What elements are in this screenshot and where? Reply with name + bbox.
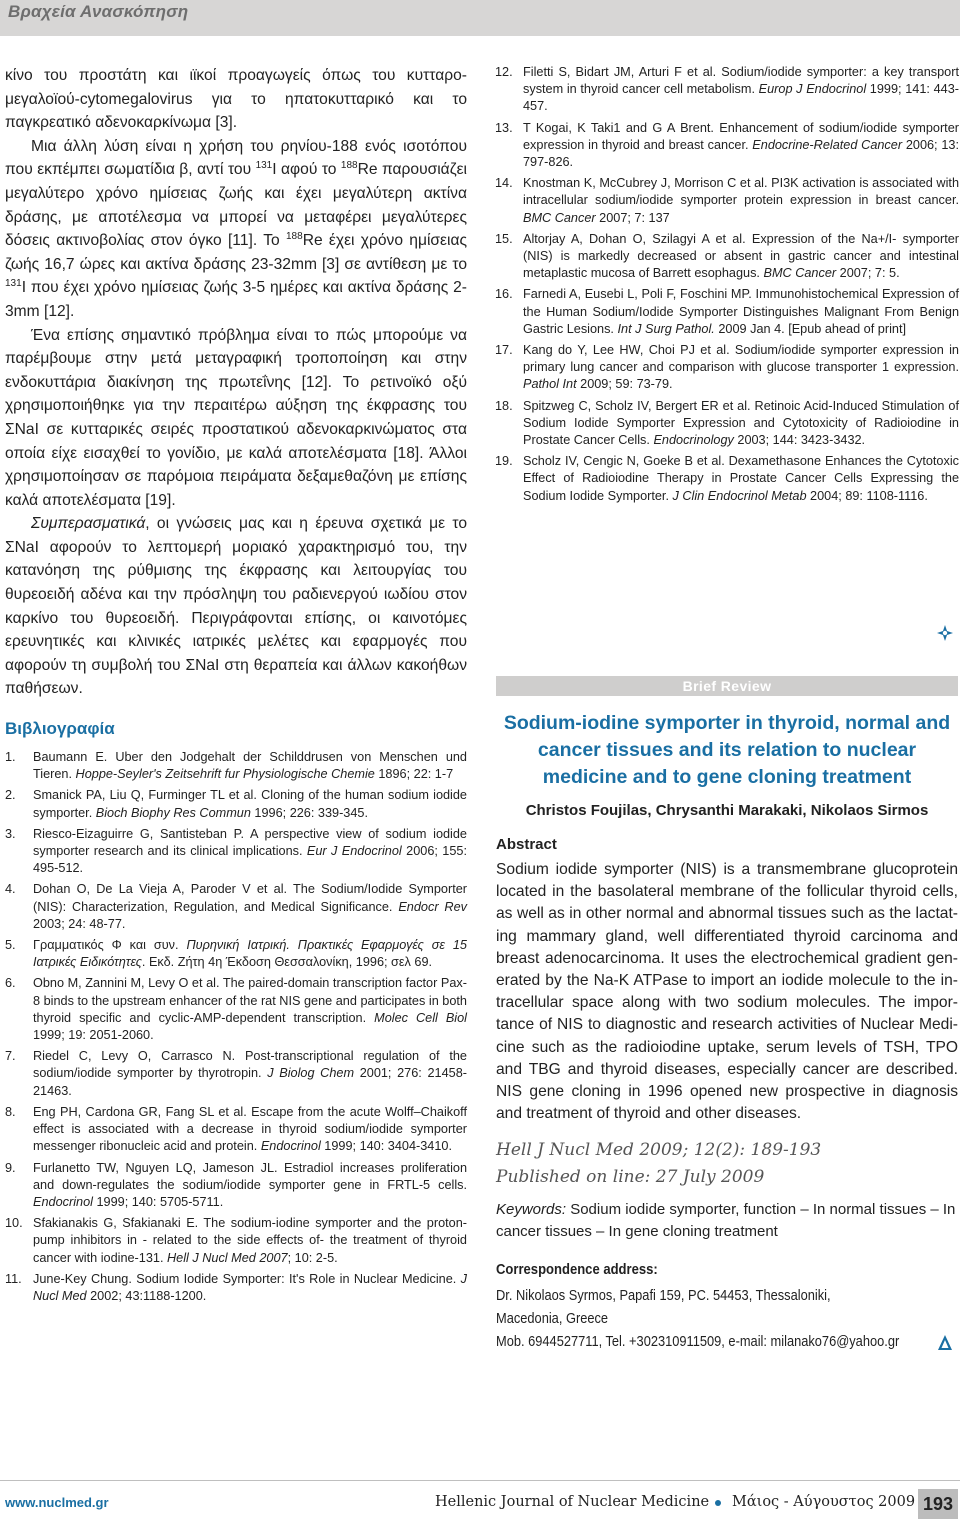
reference-journal: Endocr Rev [398, 899, 467, 914]
correspondence-line: Mob. 6944527711, Tel. +302310911509, e-mail: milanako76@yahoo.gr [496, 1334, 900, 1350]
reference-number: 11. [5, 1271, 22, 1286]
keywords-label: Keywords: [496, 1201, 567, 1218]
reference-item [5, 1104, 467, 1156]
reference-details: 1996; 226: 339-345. [250, 805, 368, 820]
reference-journal: J Biolog Chem [267, 1066, 355, 1081]
published-line: Published on line: 27 July 2009 [496, 1167, 765, 1187]
reference-text: Kang do Y, Lee HW, Choi PJ et al. Sodium/iodide symporter expression in primary lung cancer and comparison with glucose transporter 1 expression. [523, 343, 959, 375]
reference-item [5, 881, 467, 933]
reference-item [5, 1160, 467, 1212]
reference-details: 2006; 13: 797-826. [523, 137, 959, 170]
reference-text: Altorjay A, Dohan O, Szilagyi A et al. Expression of the Na+/I- symporter (NIS) is markedly decreased or absent in gastric cancer and intestinal metaplastic mucosa of Barrett esophagus. [523, 231, 959, 281]
page-number: 193 [918, 1489, 958, 1519]
reference-details: 1999; 19: 2051-2060. [33, 1028, 154, 1043]
reference-item [5, 826, 467, 878]
reference-text: Smanick PA, Liu Q, Furminger TL et al. Cloning of the human sodium iodide symporter. [33, 788, 467, 820]
reference-number: 9. [5, 1160, 16, 1175]
abstract-heading: Abstract [496, 836, 557, 853]
reference-details: 2004; 89: 1108-1116. [806, 488, 928, 503]
english-title: Sodium-iodine symporter in thyroid, normal and cancer tissues and its relation to nuclear medicine and to gene cloning treatment [503, 712, 951, 788]
reference-item [5, 1048, 467, 1100]
reference-text: Γραμματικός Φ και συν. [33, 938, 187, 953]
reference-journal: J Nucl Med [33, 1271, 467, 1303]
reference-details: 1896; 22: 1-7 [374, 767, 454, 782]
reference-number: 1. [5, 750, 16, 765]
reference-journal: Hell J Nucl Med 2007 [167, 1250, 288, 1265]
bullet-icon [715, 1500, 721, 1506]
reference-journal: Endocrine-Related Cancer [752, 137, 903, 152]
reference-journal: Endocrinol [33, 1194, 93, 1209]
abstract-text: Sodium iodide symporter (NIS) is a transmembrane glucoprotein located in the basolateral membrane of the follicular thyroid cells, as well as in other normal and abnormal tissues such as the lactating mammary gland, well differentiated thyroid carcinoma and breast adenocarcinoma. It uses the electrochemical gradient generated by the Na-K ATPase to import an iodide molecule to the intracellular space along with two sodium molecules. The importance of NIS to diagnostic and research activities of Nuclear Medicine such as the radioiodine uptake, serum levels of TSH, TPO and TBG and thyroid diseases, especially cancer are described. NIS gene cloning in 1996 opened new prospective in diagnosis and treatment of thyroid and other diseases. [496, 861, 958, 1123]
references-list-left [5, 749, 467, 1305]
footer-divider [0, 1480, 960, 1481]
reference-details: 2006; 155: 495-512. [33, 844, 467, 876]
reference-journal: Endocrinol [260, 1139, 321, 1154]
reference-text: Baumann E. Uber den Jodgehalt der Schilddrusen von Menschen und Tieren. [33, 750, 467, 782]
reference-text: Dohan O, De La Vieja A, Paroder V et al. The Sodium/Iodide Symporter (NIS): Characterization, Regulation, and Medical Significance. [33, 882, 467, 914]
keywords [496, 1199, 958, 1243]
reference-details: 2001; 276: 21458-21463. [33, 1066, 467, 1098]
correspondence-address [496, 1285, 954, 1354]
reference-details: 2009; 59: 73-79. [576, 377, 673, 392]
reference-number: 10. [5, 1216, 23, 1231]
reference-text: T Kogai, K Taki1 and G A Brent. Enhancement of sodium/iodide symporter expression in thyroid and breast cancer. [523, 120, 959, 152]
footer-issue: Μάιος - Αύγουστος 2009 [732, 1494, 916, 1510]
reference-number: 15. [495, 231, 513, 246]
reference-number: 13. [495, 120, 513, 135]
reference-text: Filetti S, Bidart JM, Arturi F et al. Sodium/iodide symporter: a key transport system in thyroid cancer cell metabolism. [523, 65, 959, 97]
reference-journal: Bioch Biophy Res Commun [95, 805, 251, 820]
reference-journal: J Clin Endocrinol Metab [672, 488, 807, 503]
authors: Christos Foujilas, Chrysanthi Marakaki, Nikolaos Sirmos [525, 802, 929, 819]
citation-line: Hell J Nucl Med 2009; 12(2): 189-193 [496, 1140, 822, 1160]
reference-details: 2002; 43:1188-1200. [86, 1288, 207, 1303]
reference-details: 2007; 7: 137 [595, 210, 670, 225]
references-list-right [495, 64, 959, 505]
references-heading: Βιβλιογραφία [5, 719, 115, 739]
reference-journal: BMC Cancer [523, 210, 596, 225]
reference-journal: Hoppe-Seyler's Zeitsehrift fur Physiologische Chemie [75, 767, 375, 782]
greek-body [5, 64, 467, 701]
reference-item [495, 453, 959, 505]
reference-text: Riedel C, Levy O, Carrasco N. Post-transcriptional regulation of the sodium/iodide symporter by thyrotropin. [33, 1049, 467, 1081]
reference-number: 19. [495, 454, 513, 469]
reference-item [5, 749, 467, 783]
body-paragraph-4: Συμπερασματικά, οι γνώσεις μας και η έρευνα σχετικά με το ΣΝaI αφορούν το λεπτομερή μοριακό χαρακτηρισμό του, την κατανόηση της ρύθμισης της έκφρασης και λειτουργίας του θυρεοειδή αδένα και την πρόσληψη του ραδιενεργού ιωδίου στον καρκίνο του θυρεοειδή. Περιγράφονται επίσης, οι καινοτόμες ερευνητικές και κλινικές ιατρικές μελέτες και εφαρμογές που αφορούν τη συμβολή του ΣΝaI στη θεραπεία και άλλων κακοήθων παθήσεων. [5, 515, 467, 698]
reference-item [495, 342, 959, 394]
reference-item [495, 175, 959, 227]
reference-text: Furlanetto TW, Nguyen LQ, Jameson JL. Estradiol increases proliferation and down-regulates the sodium/iodide symporter gene in FRTL-5 cells. [33, 1160, 467, 1192]
reference-item [5, 975, 467, 1044]
reference-details: . Εκδ. Ζήτη 4η Έκδοση Θεσσαλονίκη, 1996; σελ 69. [141, 955, 433, 970]
reference-number: 7. [5, 1049, 16, 1064]
reference-text: Knostman K, McCubrey J, Morrison C et al. PI3K activation is associated with intracellular sodium/iodide symporter protein expression in breast cancer. [523, 176, 959, 208]
reference-item [495, 120, 959, 172]
reference-text: Farnedi A, Eusebi L, Poli F, Foschini MP. Immunohistochemical Expression of the Human Sodium/Iodide Symporter Distinguishes Malignant From Benign Gastric Lesions. [523, 287, 959, 336]
end-mark-icon [936, 1334, 954, 1352]
brief-review-bar: Brief Review [496, 676, 958, 696]
reference-number: 2. [5, 788, 16, 803]
footer-journal-name: Hellenic Journal of Nuclear Medicine [435, 1494, 710, 1510]
reference-number: 16. [495, 287, 513, 302]
reference-number: 8. [5, 1104, 16, 1119]
body-paragraph-2: Μια άλλη λύση είναι η χρήση του ρηνίου-188 ενός ισοτόπου που εκπέμπει σωματίδια β, αντί του $^{131}$I αφού το $^{188}$Re παρουσιάζει μεγαλύτερο χρόνο ημίσειας ζωής και έχει μεγαλύτερη ακτίνα δράσης, με αποτέλεσμα να μπορεί να μεταφέρει μεγαλύτερες δόσεις ακτινοβολίας στον όγκο [11]. Το $^{188}$Re έχει χρόνο ημίσειας ζωής 16,7 ώρες και ακτίνα δράσης 23-32mm [3] σε αντίθεση με το $^{131}$I που έχει χρόνο ημίσειας ζωής 3-5 ημέρες και ακτίνα δράσης 2-3mm [12]. [5, 137, 467, 320]
reference-text: Sfakianakis G, Sfakianaki E. The sodium-iodine symporter and the proton-pump inhibitors in - related to the side effects of- the treatment of thyroid cancer with iodine-131. [33, 1216, 467, 1265]
reference-text: Scholz IV, Cengic N, Goeke B et al. Dexamethasone Enhances the Cytotoxic Effect of Radioiodine Therapy in Prostate Cancer Cells Expressing the Sodium Iodide Symporter. [523, 454, 959, 503]
section-label: Βραχεία Ανασκόπηση [8, 2, 189, 21]
body-paragraph-1: κίνο του προστάτη και ιϊκοί προαγωγείς όπως του κυτταρομεγαλοϊού-cytomegalovirus για το ηπατοκυτταρικό και το παγκρεατικό αδενοκαρκίνωμα [3]. [5, 67, 467, 132]
footer-website-link[interactable]: www.nuclmed.gr [5, 1495, 109, 1510]
reference-text: June-Key Chung. Sodium Iodide Symporter: It's Role in Nuclear Medicine. [33, 1271, 461, 1286]
reference-details: 2003; 24: 48-77. [33, 916, 126, 931]
reference-journal: Πυρηνική Ιατρική. Πρακτικές Εφαρμογές σε 15 Ιατρικές Ειδικότητες [33, 938, 467, 970]
reference-text: Eng PH, Cardona GR, Fang SL et al. Escape from the acute Wolff–Chaikoff effect is associated with a decrease in thyroid sodium/iodide symporter messenger ribonucleic acid and protein. [33, 1104, 467, 1154]
reference-number: 12. [495, 65, 513, 79]
running-header [0, 0, 960, 36]
reference-item [5, 937, 467, 971]
reference-journal: Int J Surg Pathol. [617, 321, 715, 336]
reference-item [495, 64, 959, 116]
right-column [495, 64, 959, 509]
reference-text: Spitzweg C, Scholz IV, Bergert ER et al. Retinoic Acid-Induced Stimulation of Sodium Iodide Symporter Expression and Cytotoxicity of Radioiodine in Prostate Cancer Cells. [523, 398, 959, 448]
reference-number: 18. [495, 398, 513, 413]
reference-text: Obno M, Zannini M, Levy O et al. The paired-domain transcription factor Pax-8 binds to the upstream enhancer of the rat NIS gene and participates in both thyroid specific and cyclic-AMP-dependent transcription. [33, 976, 467, 1025]
reference-journal: Molec Cell Biol [374, 1010, 468, 1025]
correspondence-heading: Correspondence address: [496, 1262, 658, 1278]
reference-details: ; 10: 2-5. [287, 1250, 338, 1265]
reference-journal: Europ J Endocrinol [758, 82, 867, 97]
reference-number: 3. [5, 826, 16, 841]
reference-details: 1999; 141: 443-457. [523, 82, 959, 114]
body-paragraph-3: Ένα επίσης σημαντικό πρόβλημα είναι το πώς μπορούμε να παρέμβουμε στην μετά μεταγραφική τροποποίηση και στην ενδοκυττάρια διακίνηση της πρωτεΐνης [12]. Το ρετινοϊκό οξύ χρησιμοποιήθηκε για την περαιτέρω αύξηση της έκφρασης του ΣΝaI σε κυτταρικές σειρές προστατικού αδενοκαρκινώματος στα οποία είχε εισαχθεί το γονίδιο, με καλά αποτελέσματα [18]. Άλλοι χρησιμοποίησαν σε παρόμοια πειράματα δεξαμεθαζόνη με επίσης καλά αποτελέσματα [19]. [5, 326, 467, 509]
reference-item [495, 398, 959, 450]
reference-details: 2003; 144: 3423-3432. [733, 433, 866, 448]
reference-number: 17. [495, 343, 513, 358]
reference-journal: BMC Cancer [763, 266, 837, 281]
reference-number: 6. [5, 976, 16, 991]
reference-details: 1999; 140: 3404-3410. [320, 1139, 452, 1154]
reference-journal: Pathol Int [523, 377, 577, 392]
reference-item [5, 1271, 467, 1305]
end-mark-icon [936, 624, 954, 642]
reference-journal: Eur J Endocrinol [306, 844, 402, 859]
reference-details: 2009 Jan 4. [Epub ahead of print] [714, 321, 906, 336]
reference-details: 1999; 140: 5705-5711. [92, 1194, 224, 1209]
keywords-text: Sodium iodide symporter, function – In normal tissues – In cancer tissues – In gene cloning treatment [496, 1201, 956, 1240]
reference-details: 2007; 7: 5. [836, 266, 900, 281]
reference-item [5, 1215, 467, 1267]
reference-item [5, 787, 467, 821]
reference-number: 5. [5, 938, 16, 953]
reference-item [495, 231, 959, 283]
citation [496, 1137, 821, 1191]
correspondence-line: Macedonia, Greece [496, 1311, 609, 1327]
reference-number: 14. [495, 176, 513, 191]
reference-text: Riesco-Eizaguirre G, Santisteban P. A perspective view of sodium iodide symporter research and its clinical implications. [33, 826, 467, 859]
reference-item [495, 286, 959, 338]
left-column [5, 64, 467, 1309]
reference-number: 4. [5, 882, 16, 897]
reference-journal: Endocrinology [653, 433, 734, 448]
correspondence-line: Dr. Nikolaos Syrmos, Papafi 159, PC. 54453, Thessaloniki, [496, 1288, 831, 1304]
